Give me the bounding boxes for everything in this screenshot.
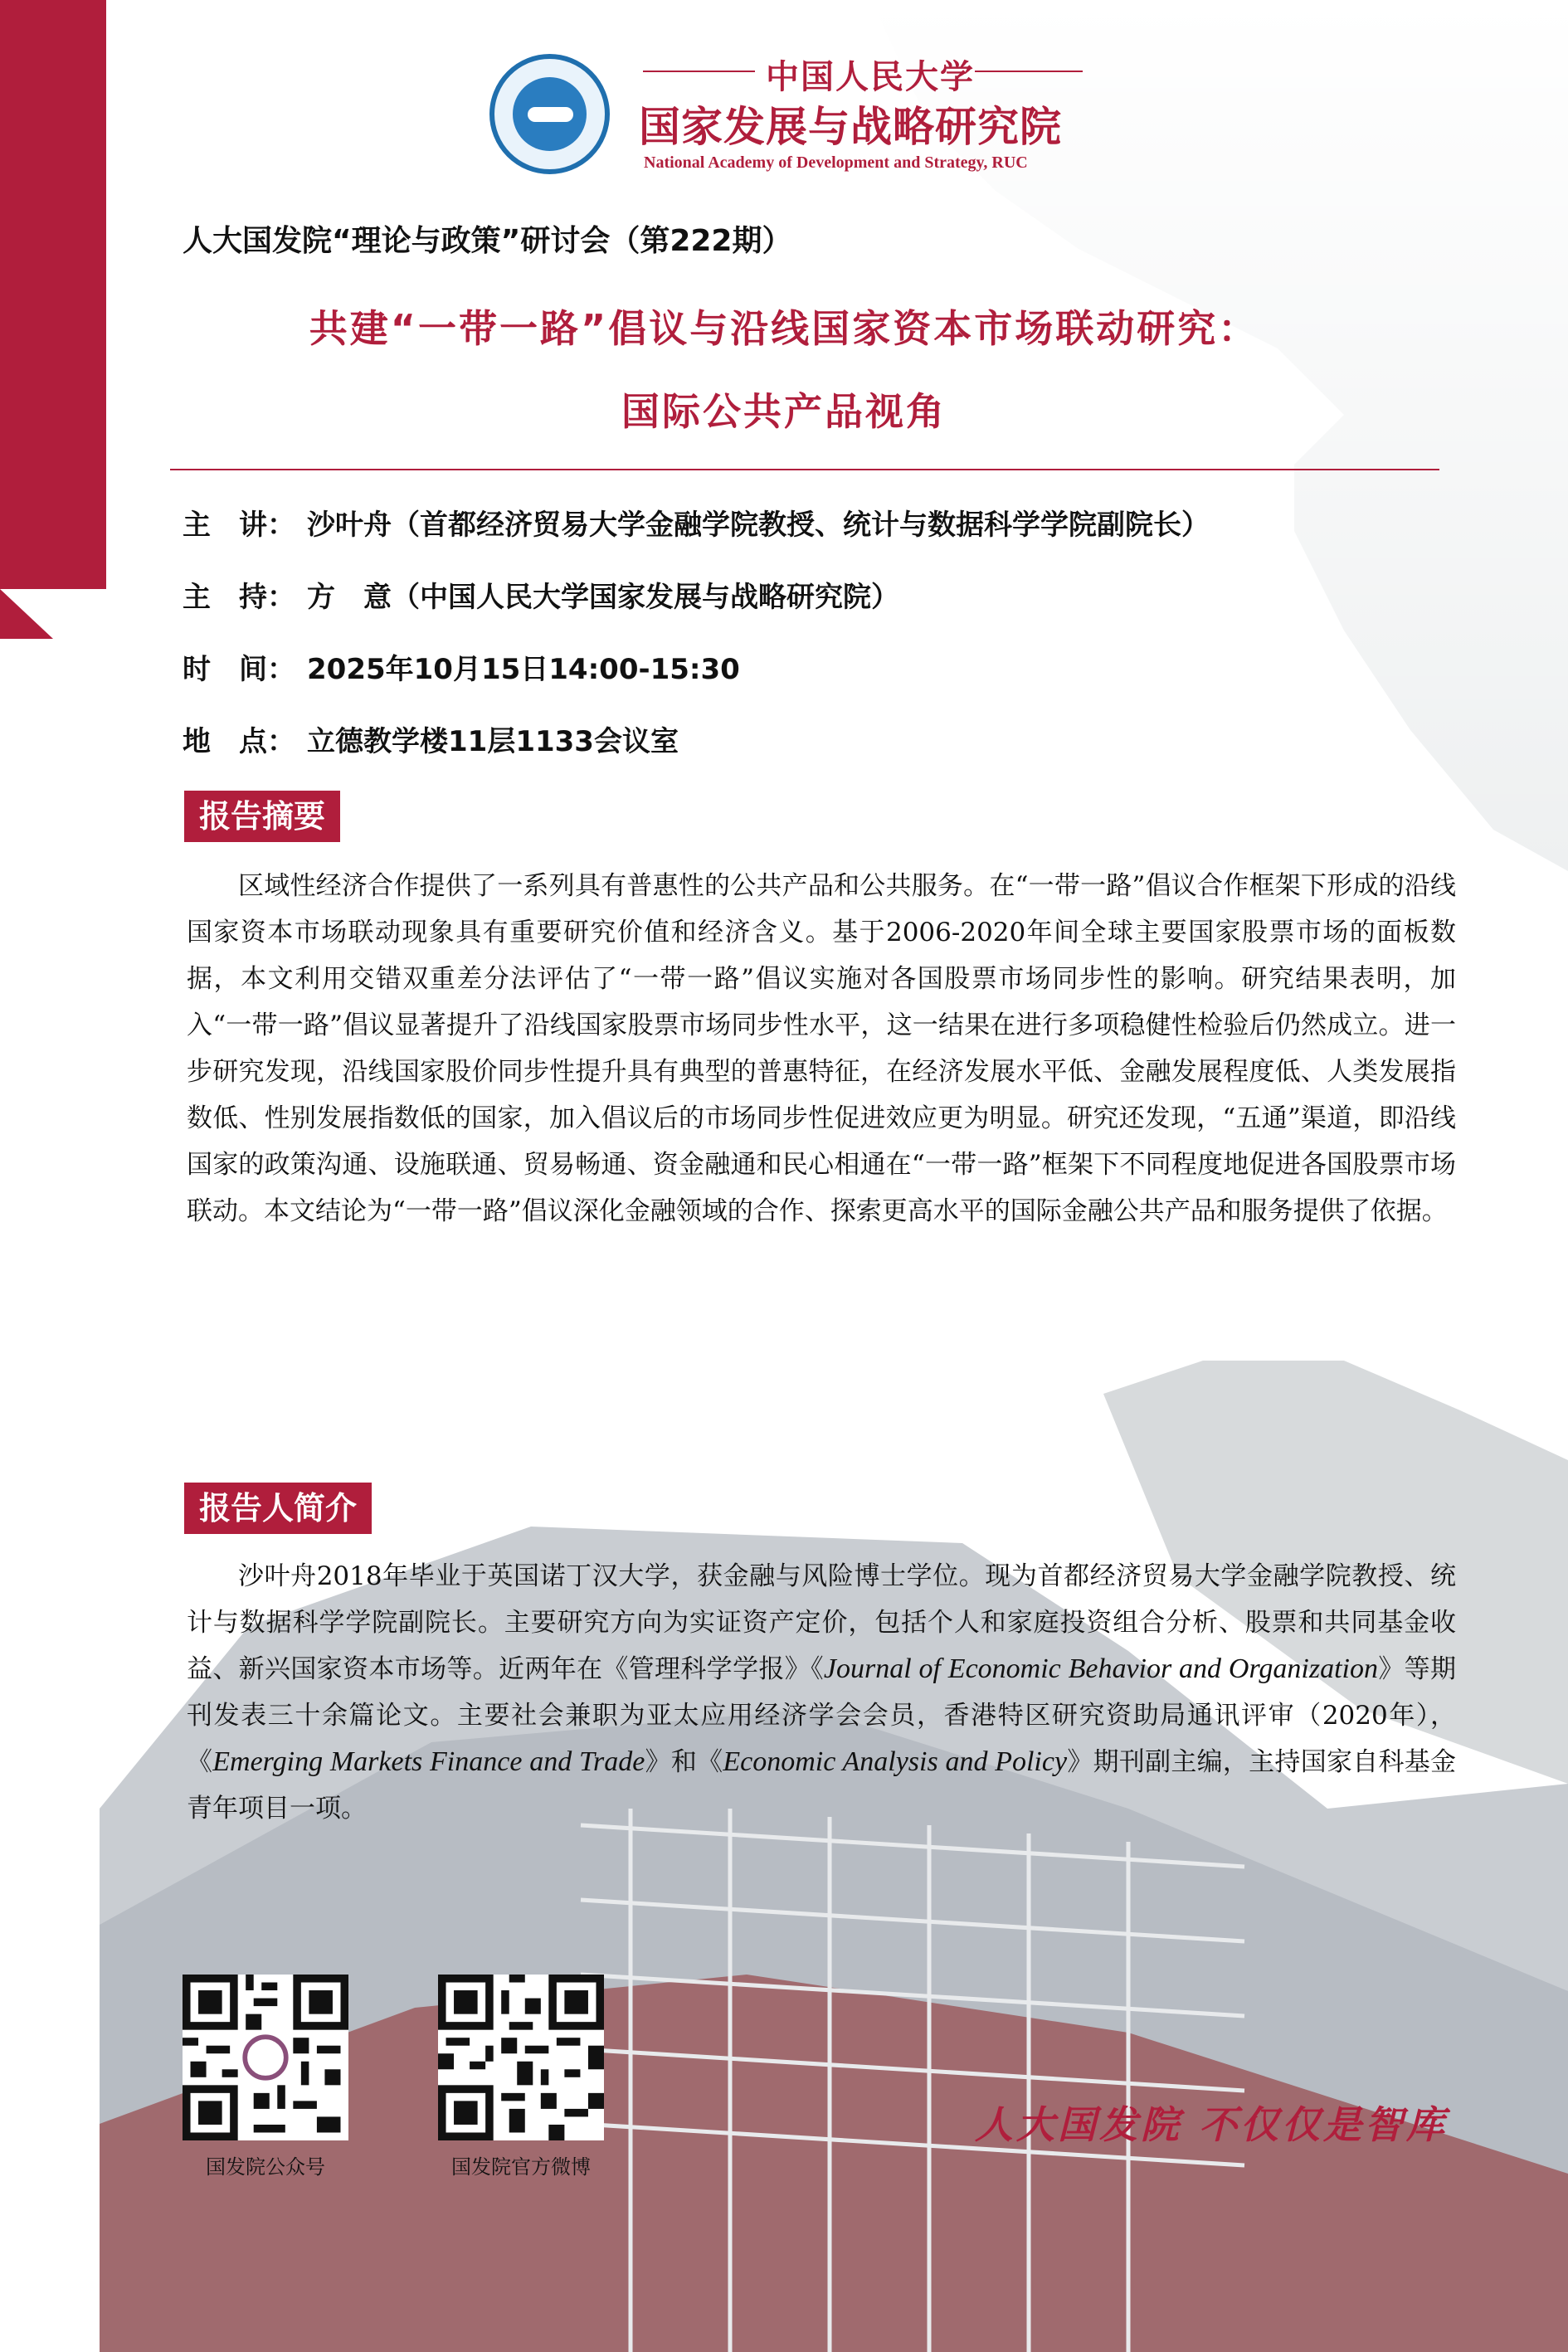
journal-title: Economic Analysis and Policy (723, 1746, 1068, 1777)
wechat-qr-code[interactable] (183, 1975, 348, 2140)
title-divider (170, 469, 1439, 470)
weibo-qr-code[interactable] (438, 1975, 604, 2140)
seminar-title-line2: 国际公共产品视角 (621, 389, 947, 434)
info-label: 主 讲： (183, 509, 295, 542)
info-value: 沙叶舟（首都经济贸易大学金融学院教授、统计与数据科学学院副院长） (307, 509, 1210, 542)
bio-text-part: 》和《 (645, 1747, 723, 1777)
seminar-series: 人大国发院“理论与政策”研讨会（第222期） (183, 224, 792, 258)
bio-text (187, 1553, 1456, 1832)
wechat-qr-label: 国发院公众号 (206, 2155, 325, 2179)
bio-text-part: 沙叶舟2018年毕业于英国诺丁汉大学，获金融与风险博士学位。现为首都经济贸易大学金融学院教授、统计与数据科学学院副院长。主要研究方向为实证资产定价，包括个人和家庭投资组合分析、股票和共同基金收益、新兴国家资本市场等。近两年在《管理科学学报》《 (187, 1561, 1456, 1684)
weibo-qr-label: 国发院官方微博 (451, 2155, 591, 2179)
header-rule-right (975, 71, 1083, 72)
seminar-title-line1: 共建“一带一路”倡议与沿线国家资本市场联动研究： (309, 306, 1259, 351)
institute-header (489, 46, 1087, 178)
think-tank-logo (489, 54, 610, 174)
info-speaker (183, 502, 1210, 543)
info-venue (183, 718, 679, 759)
info-host (183, 574, 899, 615)
bio-text-part: 》期刊副主编，主持国家自科基金青年项目一项。 (187, 1747, 1457, 1824)
key-icon (528, 107, 573, 122)
info-label: 时 间： (183, 653, 295, 686)
logo-emblem (513, 77, 587, 151)
qr-code-icon (183, 1975, 348, 2140)
info-label: 主 持： (183, 581, 295, 614)
info-value: 方 意（中国人民大学国家发展与战略研究院） (307, 581, 899, 614)
journal-title: Emerging Markets Finance and Trade (212, 1746, 645, 1777)
qr-code-icon (438, 1975, 604, 2140)
left-accent-bar-tip (0, 589, 106, 689)
info-time (183, 646, 740, 687)
bio-heading: 报告人简介 (184, 1483, 372, 1534)
abstract-heading: 报告摘要 (184, 791, 340, 842)
institute-name-en: National Academy of Development and Strategy, RUC (644, 153, 1028, 172)
info-value: 2025年10月15日14:00-15:30 (307, 653, 740, 686)
journal-title: Journal of Economic Behavior and Organization (823, 1653, 1378, 1684)
header-rule-left (643, 71, 755, 72)
institute-name: 国家发展与战略研究院 (639, 102, 1062, 151)
info-label: 地 点： (183, 725, 295, 758)
institute-slogan: 人大国发院 不仅仅是智库 (975, 2102, 1449, 2147)
university-name: 中国人民大学 (766, 57, 975, 96)
bio-text-part: 》等期刊发表三十余篇论文。主要社会兼职为亚太应用经济学会会员，香港特区研究资助局通讯评审（2020年），《 (187, 1654, 1457, 1777)
info-value: 立德教学楼11层1133会议室 (307, 725, 679, 758)
abstract-text: 区域性经济合作提供了一系列具有普惠性的公共产品和公共服务。在“一带一路”倡议合作框架下形成的沿线国家资本市场联动现象具有重要研究价值和经济含义。基于2006-2020年间全球主要国家股票市场的面板数据，本文利用交错双重差分法评估了“一带一路”倡议实施对各国股票市场同步性的影响。研究结果表明，加入“一带一路”倡议显著提升了沿线国家股票市场同步性水平，这一结果在进行多项稳健性检验后仍然成立。进一步研究发现，沿线国家股价同步性提升具有典型的普惠特征，在经济发展水平低、金融发展程度低、人类发展指数低、性别发展指数低的国家，加入倡议后的市场同步性促进效应更为明显。研究还发现，“五通”渠道，即沿线国家的政策沟通、设施联通、贸易畅通、资金融通和民心相通在“一带一路”框架下不同程度地促进各国股票市场联动。本文结论为“一带一路”倡议深化金融领域的合作、探索更高水平的国际金融公共产品和服务提供了依据。 (187, 871, 1456, 1226)
